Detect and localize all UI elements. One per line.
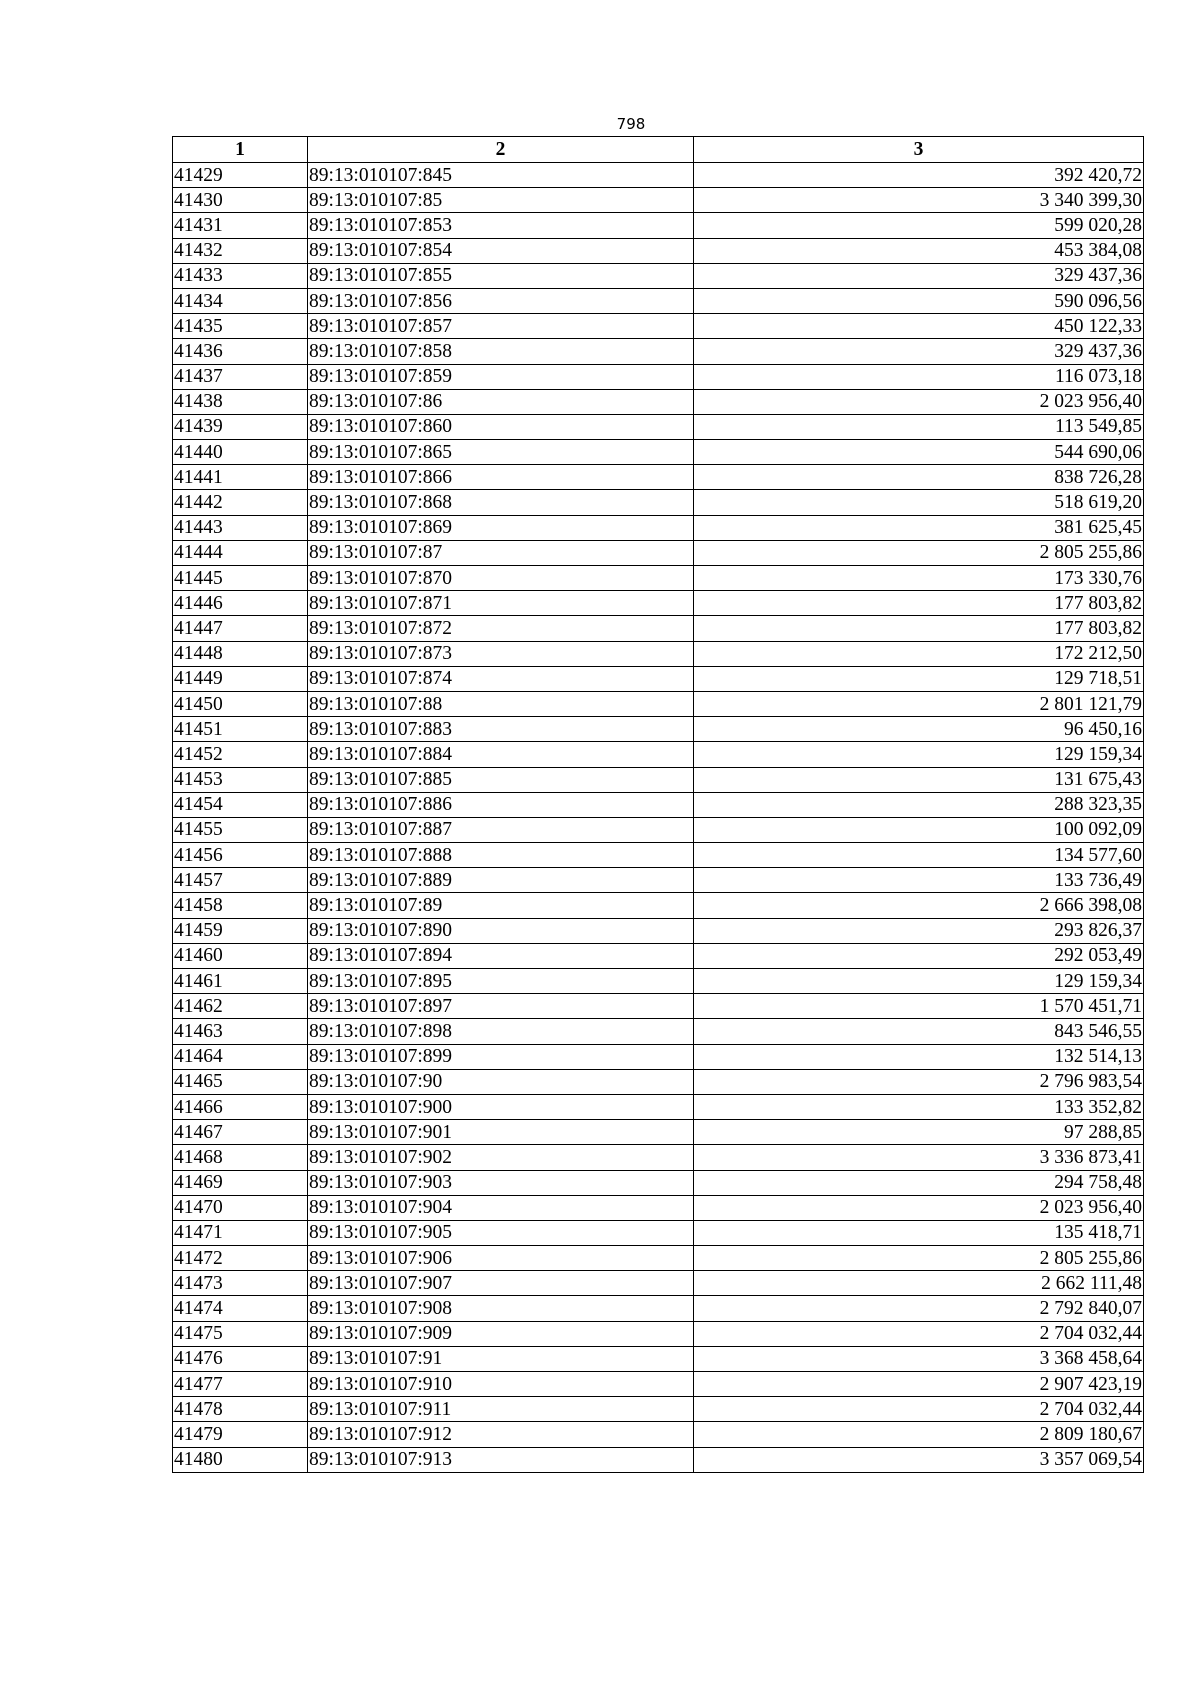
table-row bbox=[173, 641, 1144, 666]
row-number-cell: 41471 bbox=[173, 1220, 308, 1245]
value-cell: 96 450,16 bbox=[694, 717, 1144, 742]
row-number-cell: 41435 bbox=[173, 314, 308, 339]
cadastral-number-cell: 89:13:010107:899 bbox=[308, 1044, 694, 1069]
table-row bbox=[173, 918, 1144, 943]
row-number-cell: 41468 bbox=[173, 1145, 308, 1170]
table-row bbox=[173, 1296, 1144, 1321]
table-row bbox=[173, 389, 1144, 414]
value-cell: 2 809 180,67 bbox=[694, 1422, 1144, 1447]
row-number-cell: 41462 bbox=[173, 994, 308, 1019]
value-cell: 3 336 873,41 bbox=[694, 1145, 1144, 1170]
row-number-cell: 41477 bbox=[173, 1372, 308, 1397]
cadastral-number-cell: 89:13:010107:907 bbox=[308, 1271, 694, 1296]
cadastral-number-cell: 89:13:010107:906 bbox=[308, 1246, 694, 1271]
cadastral-number-cell: 89:13:010107:85 bbox=[308, 188, 694, 213]
value-cell: 129 718,51 bbox=[694, 666, 1144, 691]
table-row bbox=[173, 1195, 1144, 1220]
table-row bbox=[173, 515, 1144, 540]
row-number-cell: 41431 bbox=[173, 213, 308, 238]
table-row bbox=[173, 767, 1144, 792]
row-number-cell: 41479 bbox=[173, 1422, 308, 1447]
cadastral-number-cell: 89:13:010107:887 bbox=[308, 817, 694, 842]
row-number-cell: 41464 bbox=[173, 1044, 308, 1069]
value-cell: 113 549,85 bbox=[694, 414, 1144, 439]
cadastral-number-cell: 89:13:010107:86 bbox=[308, 389, 694, 414]
table-row bbox=[173, 339, 1144, 364]
row-number-cell: 41456 bbox=[173, 843, 308, 868]
value-cell: 3 368 458,64 bbox=[694, 1346, 1144, 1371]
row-number-cell: 41446 bbox=[173, 591, 308, 616]
table-row bbox=[173, 288, 1144, 313]
row-number-cell: 41447 bbox=[173, 616, 308, 641]
value-cell: 172 212,50 bbox=[694, 641, 1144, 666]
value-cell: 135 418,71 bbox=[694, 1220, 1144, 1245]
cadastral-number-cell: 89:13:010107:857 bbox=[308, 314, 694, 339]
row-number-cell: 41450 bbox=[173, 691, 308, 716]
table-row bbox=[173, 969, 1144, 994]
table-row bbox=[173, 943, 1144, 968]
table-row bbox=[173, 792, 1144, 817]
table-row bbox=[173, 717, 1144, 742]
table-row bbox=[173, 1372, 1144, 1397]
value-cell: 2 704 032,44 bbox=[694, 1397, 1144, 1422]
row-number-cell: 41430 bbox=[173, 188, 308, 213]
table-row bbox=[173, 1422, 1144, 1447]
row-number-cell: 41439 bbox=[173, 414, 308, 439]
row-number-cell: 41440 bbox=[173, 440, 308, 465]
row-number-cell: 41455 bbox=[173, 817, 308, 842]
row-number-cell: 41448 bbox=[173, 641, 308, 666]
value-cell: 292 053,49 bbox=[694, 943, 1144, 968]
cadastral-number-cell: 89:13:010107:883 bbox=[308, 717, 694, 742]
cadastral-number-cell: 89:13:010107:858 bbox=[308, 339, 694, 364]
row-number-cell: 41443 bbox=[173, 515, 308, 540]
table-row bbox=[173, 1447, 1144, 1472]
cadastral-number-cell: 89:13:010107:87 bbox=[308, 540, 694, 565]
value-cell: 381 625,45 bbox=[694, 515, 1144, 540]
table-row bbox=[173, 1397, 1144, 1422]
value-cell: 293 826,37 bbox=[694, 918, 1144, 943]
value-cell: 3 340 399,30 bbox=[694, 188, 1144, 213]
column-header-1: 1 bbox=[173, 137, 308, 163]
value-cell: 173 330,76 bbox=[694, 566, 1144, 591]
table-row bbox=[173, 263, 1144, 288]
cadastral-number-cell: 89:13:010107:904 bbox=[308, 1195, 694, 1220]
cadastral-number-cell: 89:13:010107:910 bbox=[308, 1372, 694, 1397]
cadastral-number-cell: 89:13:010107:886 bbox=[308, 792, 694, 817]
row-number-cell: 41458 bbox=[173, 893, 308, 918]
cadastral-number-cell: 89:13:010107:871 bbox=[308, 591, 694, 616]
table-row bbox=[173, 742, 1144, 767]
row-number-cell: 41465 bbox=[173, 1069, 308, 1094]
value-cell: 599 020,28 bbox=[694, 213, 1144, 238]
value-cell: 2 792 840,07 bbox=[694, 1296, 1144, 1321]
value-cell: 2 907 423,19 bbox=[694, 1372, 1144, 1397]
row-number-cell: 41461 bbox=[173, 969, 308, 994]
table-row bbox=[173, 1019, 1144, 1044]
cadastral-number-cell: 89:13:010107:845 bbox=[308, 163, 694, 188]
row-number-cell: 41445 bbox=[173, 566, 308, 591]
value-cell: 133 352,82 bbox=[694, 1094, 1144, 1119]
cadastral-number-cell: 89:13:010107:856 bbox=[308, 288, 694, 313]
row-number-cell: 41438 bbox=[173, 389, 308, 414]
cadastral-number-cell: 89:13:010107:909 bbox=[308, 1321, 694, 1346]
value-cell: 100 092,09 bbox=[694, 817, 1144, 842]
row-number-cell: 41436 bbox=[173, 339, 308, 364]
value-cell: 288 323,35 bbox=[694, 792, 1144, 817]
value-cell: 134 577,60 bbox=[694, 843, 1144, 868]
table-row bbox=[173, 1246, 1144, 1271]
value-cell: 2 023 956,40 bbox=[694, 1195, 1144, 1220]
cadastral-number-cell: 89:13:010107:898 bbox=[308, 1019, 694, 1044]
table-row bbox=[173, 1145, 1144, 1170]
row-number-cell: 41451 bbox=[173, 717, 308, 742]
cadastral-number-cell: 89:13:010107:900 bbox=[308, 1094, 694, 1119]
row-number-cell: 41452 bbox=[173, 742, 308, 767]
value-cell: 2 805 255,86 bbox=[694, 540, 1144, 565]
value-cell: 2 801 121,79 bbox=[694, 691, 1144, 716]
cadastral-number-cell: 89:13:010107:905 bbox=[308, 1220, 694, 1245]
table-row bbox=[173, 666, 1144, 691]
cadastral-number-cell: 89:13:010107:908 bbox=[308, 1296, 694, 1321]
value-cell: 129 159,34 bbox=[694, 969, 1144, 994]
table-row bbox=[173, 163, 1144, 188]
row-number-cell: 41444 bbox=[173, 540, 308, 565]
table-row bbox=[173, 843, 1144, 868]
row-number-cell: 41480 bbox=[173, 1447, 308, 1472]
column-header-2: 2 bbox=[308, 137, 694, 163]
table-row bbox=[173, 465, 1144, 490]
row-number-cell: 41459 bbox=[173, 918, 308, 943]
table-row bbox=[173, 188, 1144, 213]
value-cell: 450 122,33 bbox=[694, 314, 1144, 339]
cadastral-number-cell: 89:13:010107:89 bbox=[308, 893, 694, 918]
cadastral-number-cell: 89:13:010107:866 bbox=[308, 465, 694, 490]
cadastral-number-cell: 89:13:010107:90 bbox=[308, 1069, 694, 1094]
table-row bbox=[173, 440, 1144, 465]
table-row bbox=[173, 238, 1144, 263]
header-row bbox=[173, 137, 1144, 163]
table-row bbox=[173, 817, 1144, 842]
cadastral-number-cell: 89:13:010107:889 bbox=[308, 868, 694, 893]
table-header bbox=[173, 137, 1144, 163]
table-row bbox=[173, 1220, 1144, 1245]
cadastral-number-cell: 89:13:010107:854 bbox=[308, 238, 694, 263]
table-row bbox=[173, 364, 1144, 389]
value-cell: 392 420,72 bbox=[694, 163, 1144, 188]
value-cell: 294 758,48 bbox=[694, 1170, 1144, 1195]
table-row bbox=[173, 490, 1144, 515]
cadastral-number-cell: 89:13:010107:853 bbox=[308, 213, 694, 238]
row-number-cell: 41466 bbox=[173, 1094, 308, 1119]
table-row bbox=[173, 868, 1144, 893]
cadastral-number-cell: 89:13:010107:859 bbox=[308, 364, 694, 389]
cadastral-number-cell: 89:13:010107:869 bbox=[308, 515, 694, 540]
value-cell: 329 437,36 bbox=[694, 339, 1144, 364]
table-row bbox=[173, 414, 1144, 439]
value-cell: 116 073,18 bbox=[694, 364, 1144, 389]
table-row bbox=[173, 566, 1144, 591]
row-number-cell: 41473 bbox=[173, 1271, 308, 1296]
row-number-cell: 41478 bbox=[173, 1397, 308, 1422]
cadastral-number-cell: 89:13:010107:865 bbox=[308, 440, 694, 465]
cadastral-number-cell: 89:13:010107:884 bbox=[308, 742, 694, 767]
cadastral-number-cell: 89:13:010107:88 bbox=[308, 691, 694, 716]
column-header-3: 3 bbox=[694, 137, 1144, 163]
cadastral-number-cell: 89:13:010107:913 bbox=[308, 1447, 694, 1472]
value-cell: 177 803,82 bbox=[694, 616, 1144, 641]
row-number-cell: 41434 bbox=[173, 288, 308, 313]
row-number-cell: 41429 bbox=[173, 163, 308, 188]
row-number-cell: 41453 bbox=[173, 767, 308, 792]
row-number-cell: 41442 bbox=[173, 490, 308, 515]
value-cell: 3 357 069,54 bbox=[694, 1447, 1144, 1472]
value-cell: 131 675,43 bbox=[694, 767, 1144, 792]
table-row bbox=[173, 1044, 1144, 1069]
row-number-cell: 41463 bbox=[173, 1019, 308, 1044]
cadastral-number-cell: 89:13:010107:902 bbox=[308, 1145, 694, 1170]
value-cell: 453 384,08 bbox=[694, 238, 1144, 263]
cadastral-number-cell: 89:13:010107:868 bbox=[308, 490, 694, 515]
table-row bbox=[173, 691, 1144, 716]
cadastral-number-cell: 89:13:010107:872 bbox=[308, 616, 694, 641]
row-number-cell: 41474 bbox=[173, 1296, 308, 1321]
value-cell: 2 796 983,54 bbox=[694, 1069, 1144, 1094]
cadastral-number-cell: 89:13:010107:912 bbox=[308, 1422, 694, 1447]
cadastral-number-cell: 89:13:010107:903 bbox=[308, 1170, 694, 1195]
table-row bbox=[173, 1170, 1144, 1195]
cadastral-number-cell: 89:13:010107:888 bbox=[308, 843, 694, 868]
row-number-cell: 41454 bbox=[173, 792, 308, 817]
table-row bbox=[173, 1094, 1144, 1119]
row-number-cell: 41475 bbox=[173, 1321, 308, 1346]
table-row bbox=[173, 314, 1144, 339]
value-cell: 133 736,49 bbox=[694, 868, 1144, 893]
cadastral-number-cell: 89:13:010107:91 bbox=[308, 1346, 694, 1371]
row-number-cell: 41441 bbox=[173, 465, 308, 490]
cadastral-number-cell: 89:13:010107:870 bbox=[308, 566, 694, 591]
value-cell: 2 704 032,44 bbox=[694, 1321, 1144, 1346]
cadastral-number-cell: 89:13:010107:901 bbox=[308, 1120, 694, 1145]
row-number-cell: 41470 bbox=[173, 1195, 308, 1220]
value-cell: 177 803,82 bbox=[694, 591, 1144, 616]
table-row bbox=[173, 893, 1144, 918]
table-row bbox=[173, 540, 1144, 565]
value-cell: 2 805 255,86 bbox=[694, 1246, 1144, 1271]
table-row bbox=[173, 213, 1144, 238]
page-number: 798 bbox=[616, 115, 646, 133]
cadastral-number-cell: 89:13:010107:895 bbox=[308, 969, 694, 994]
value-cell: 518 619,20 bbox=[694, 490, 1144, 515]
table-row bbox=[173, 591, 1144, 616]
row-number-cell: 41476 bbox=[173, 1346, 308, 1371]
table-row bbox=[173, 994, 1144, 1019]
cadastral-number-cell: 89:13:010107:874 bbox=[308, 666, 694, 691]
cadastral-number-cell: 89:13:010107:860 bbox=[308, 414, 694, 439]
row-number-cell: 41472 bbox=[173, 1246, 308, 1271]
table-body bbox=[173, 163, 1144, 1473]
value-cell: 2 662 111,48 bbox=[694, 1271, 1144, 1296]
row-number-cell: 41437 bbox=[173, 364, 308, 389]
cadastral-number-cell: 89:13:010107:885 bbox=[308, 767, 694, 792]
cadastral-number-cell: 89:13:010107:873 bbox=[308, 641, 694, 666]
value-cell: 329 437,36 bbox=[694, 263, 1144, 288]
value-cell: 129 159,34 bbox=[694, 742, 1144, 767]
row-number-cell: 41432 bbox=[173, 238, 308, 263]
row-number-cell: 41433 bbox=[173, 263, 308, 288]
registry-table bbox=[172, 136, 1144, 1473]
row-number-cell: 41457 bbox=[173, 868, 308, 893]
table-row bbox=[173, 1271, 1144, 1296]
value-cell: 843 546,55 bbox=[694, 1019, 1144, 1044]
table-row bbox=[173, 1120, 1144, 1145]
table-row bbox=[173, 616, 1144, 641]
value-cell: 1 570 451,71 bbox=[694, 994, 1144, 1019]
cadastral-number-cell: 89:13:010107:897 bbox=[308, 994, 694, 1019]
value-cell: 838 726,28 bbox=[694, 465, 1144, 490]
row-number-cell: 41449 bbox=[173, 666, 308, 691]
value-cell: 2 666 398,08 bbox=[694, 893, 1144, 918]
cadastral-number-cell: 89:13:010107:911 bbox=[308, 1397, 694, 1422]
row-number-cell: 41460 bbox=[173, 943, 308, 968]
cadastral-number-cell: 89:13:010107:855 bbox=[308, 263, 694, 288]
value-cell: 132 514,13 bbox=[694, 1044, 1144, 1069]
value-cell: 590 096,56 bbox=[694, 288, 1144, 313]
table-row bbox=[173, 1069, 1144, 1094]
cadastral-number-cell: 89:13:010107:890 bbox=[308, 918, 694, 943]
row-number-cell: 41469 bbox=[173, 1170, 308, 1195]
value-cell: 544 690,06 bbox=[694, 440, 1144, 465]
row-number-cell: 41467 bbox=[173, 1120, 308, 1145]
value-cell: 97 288,85 bbox=[694, 1120, 1144, 1145]
table-row bbox=[173, 1321, 1144, 1346]
value-cell: 2 023 956,40 bbox=[694, 389, 1144, 414]
cadastral-number-cell: 89:13:010107:894 bbox=[308, 943, 694, 968]
table-row bbox=[173, 1346, 1144, 1371]
